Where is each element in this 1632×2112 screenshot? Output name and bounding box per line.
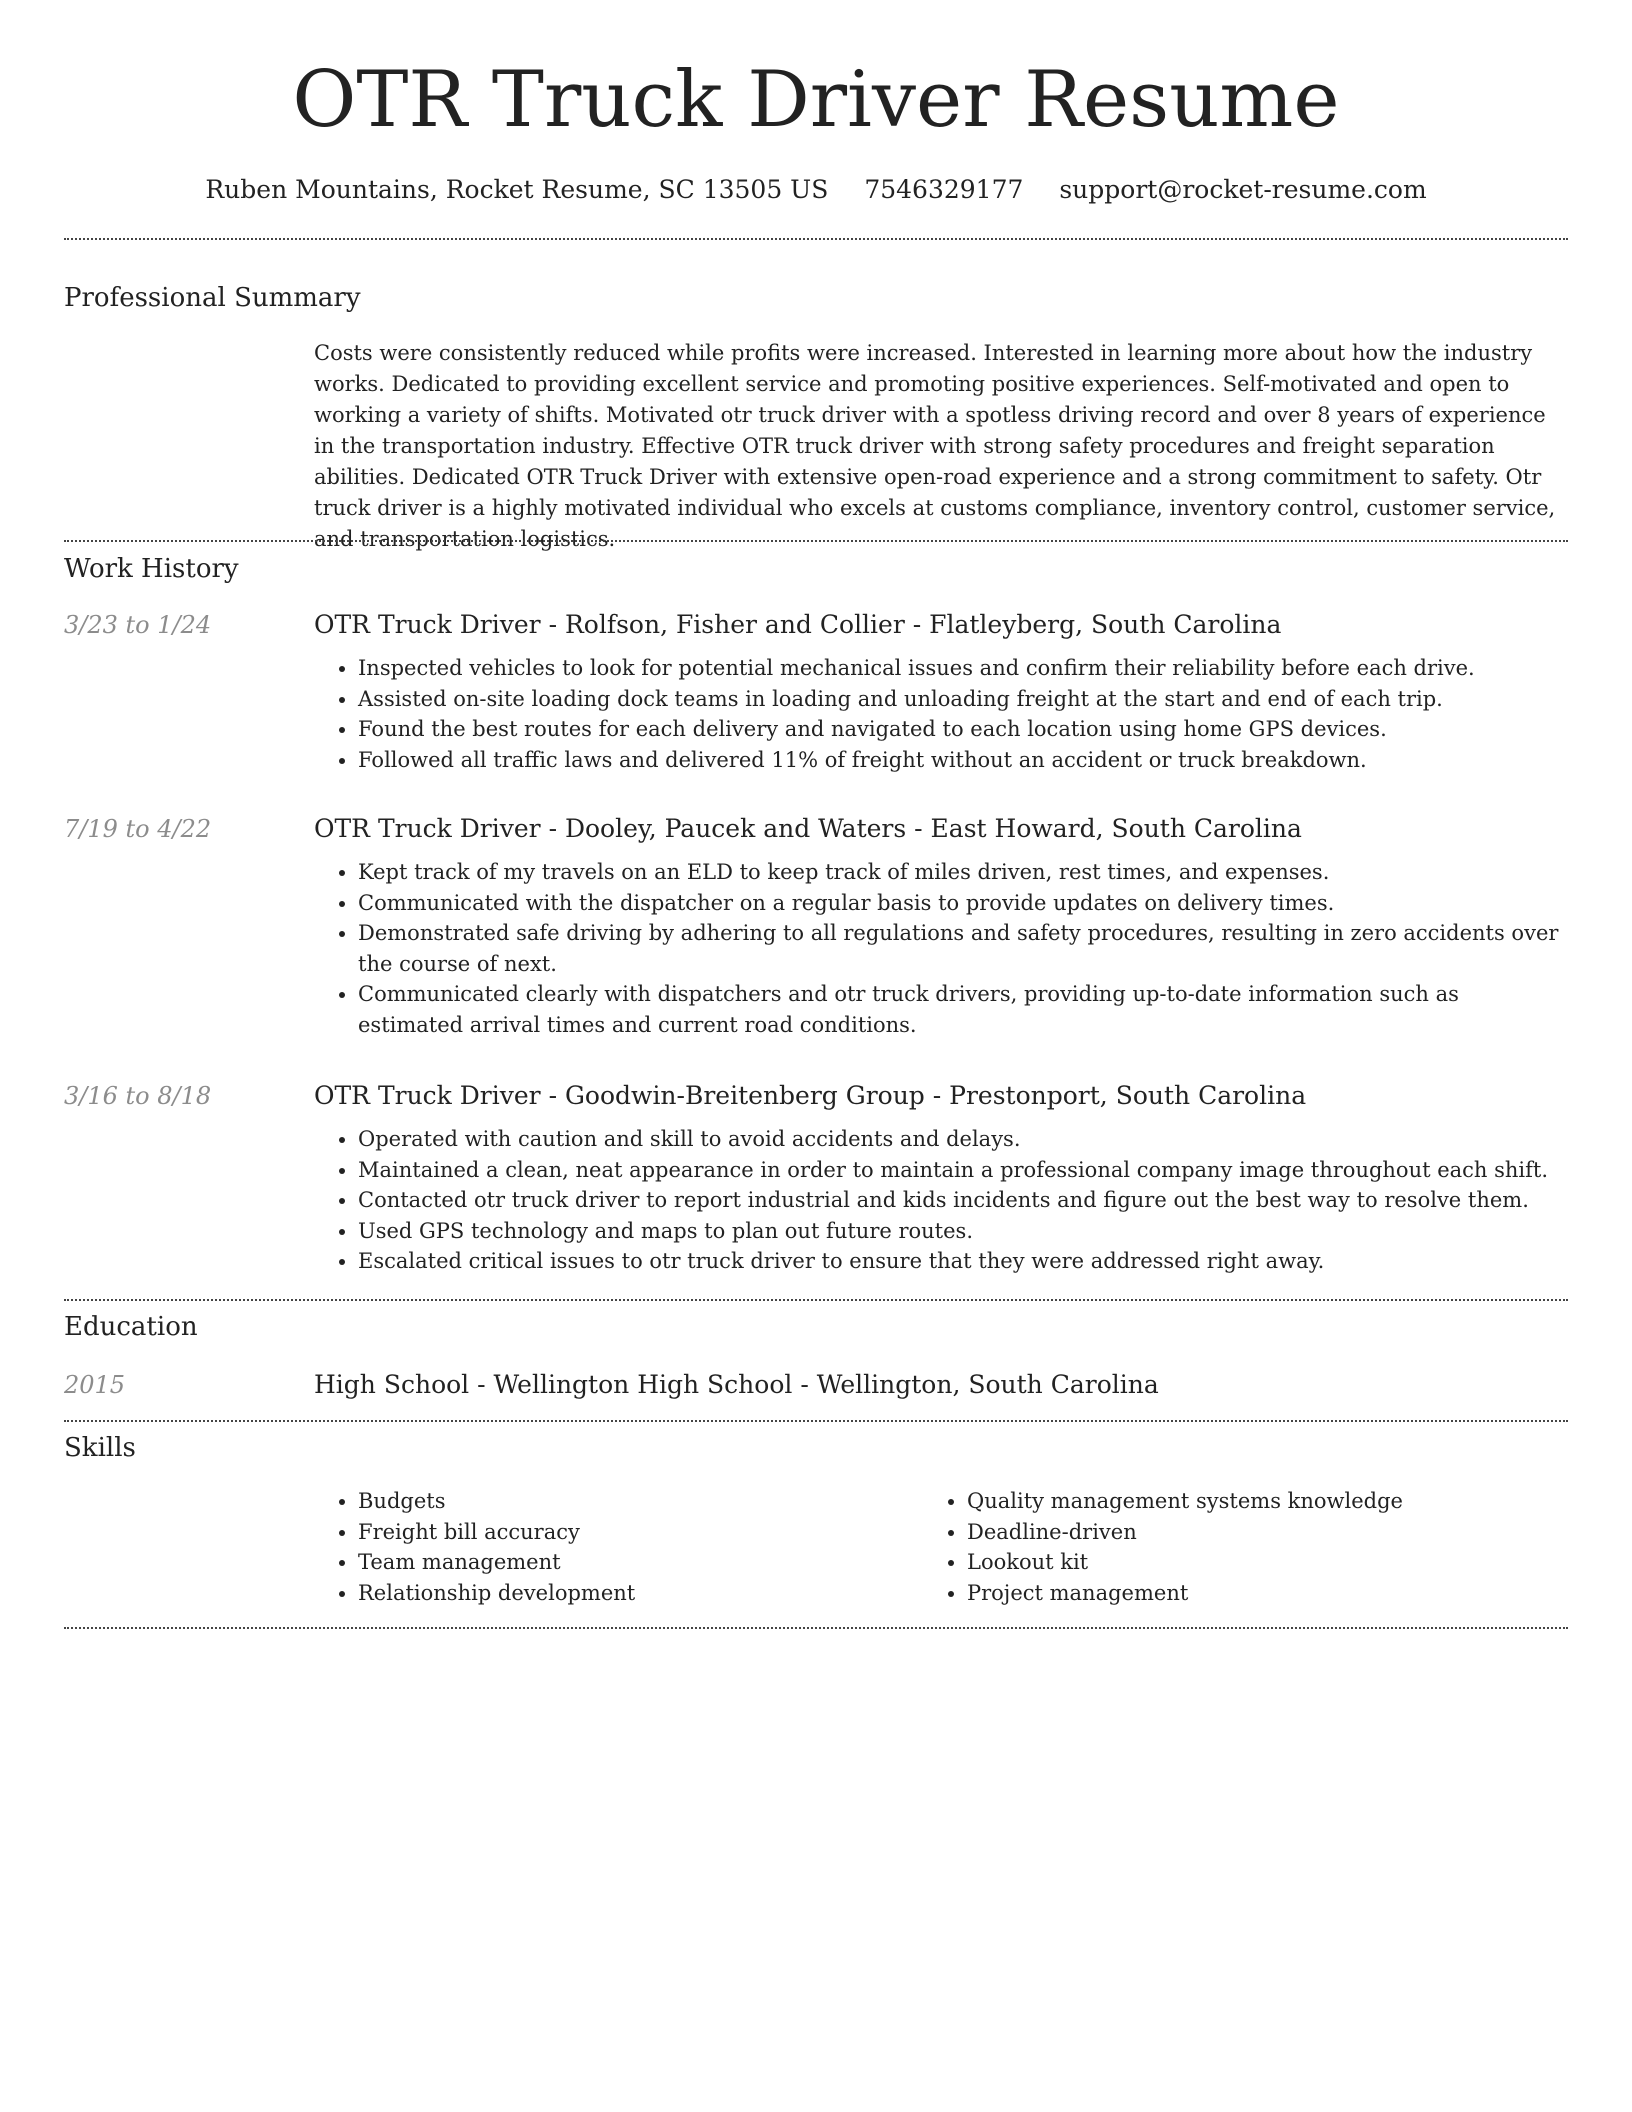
skill-item: • Lookout kit xyxy=(967,1547,1523,1578)
job-bullet: • Followed all traffic laws and delivered 11% of freight without an accident or truck breakdown. xyxy=(358,745,1568,776)
job-title: OTR Truck Driver - Dooley, Paucek and Waters - East Howard, South Carolina xyxy=(314,814,1302,843)
job-title: OTR Truck Driver - Goodwin-Breitenberg Group - Prestonport, South Carolina xyxy=(314,1081,1307,1110)
summary-text: Costs were consistently reduced while profits were increased. Interested in learning more about how the industry works. Dedicated to providing excellent service and promoting positive experiences. Self-motivated and open to working a variety of shifts. Motivated otr truck driver with a spotless driving record and over 8 years of experience in the transportation industry. Effective OTR truck driver with strong safety procedures and freight separation abilities. Dedicated OTR Truck Driver with extensive open-road experience and a strong commitment to safety. Otr truck driver is a highly motivated individual who excels at customs compliance, inventory control, customer service, and transportation logistics. xyxy=(314,341,1556,551)
job-bullet: • Maintained a clean, neat appearance in order to maintain a professional company image throughout each shift. xyxy=(358,1155,1568,1186)
job-bullets xyxy=(314,653,1568,775)
divider xyxy=(64,1627,1568,1629)
job-dates: 7/19 to 4/22 xyxy=(64,815,212,843)
job-bullet: • Operated with caution and skill to avoid accidents and delays. xyxy=(358,1124,1568,1155)
summary-heading: Professional Summary xyxy=(64,283,361,313)
job-bullet: • Found the best routes for each delivery and navigated to each location using home GPS devices. xyxy=(358,714,1568,745)
contact-email: support@rocket-resume.com xyxy=(1059,175,1427,204)
job-dates: 3/23 to 1/24 xyxy=(64,611,212,639)
skill-item: • Budgets xyxy=(358,1486,914,1517)
resume-title: OTR Truck Driver Resume xyxy=(292,55,1340,145)
job-dates: 3/16 to 8/18 xyxy=(64,1082,212,1110)
skills-bullets xyxy=(314,1486,914,1608)
job-bullet: • Communicated with the dispatcher on a regular basis to provide updates on delivery times. xyxy=(358,888,1568,919)
job-bullet: • Inspected vehicles to look for potential mechanical issues and confirm their reliability before each drive. xyxy=(358,653,1568,684)
work-heading: Work History xyxy=(64,554,239,584)
job-entry xyxy=(314,607,1568,775)
job-bullets xyxy=(314,1124,1568,1277)
job-bullet: • Demonstrated safe driving by adhering to all regulations and safety procedures, resulting in zero accidents over the course of next. xyxy=(358,918,1568,979)
job-entry xyxy=(314,1078,1568,1277)
divider xyxy=(64,238,1568,240)
job-title: OTR Truck Driver - Rolfson, Fisher and Collier - Flatleyberg, South Carolina xyxy=(314,610,1282,639)
education-entry xyxy=(314,1367,1568,1403)
job-bullet: • Assisted on-site loading dock teams in loading and unloading freight at the start and end of each trip. xyxy=(358,684,1568,715)
job-bullet: • Communicated clearly with dispatchers and otr truck drivers, providing up-to-date information such as estimated arrival times and current road conditions. xyxy=(358,979,1568,1040)
skill-item: • Relationship development xyxy=(358,1578,914,1609)
job-bullet: • Used GPS technology and maps to plan out future routes. xyxy=(358,1216,1568,1247)
education-year: 2015 xyxy=(64,1371,126,1399)
job-bullet: • Contacted otr truck driver to report industrial and kids incidents and figure out the best way to resolve them. xyxy=(358,1185,1568,1216)
skill-item: • Team management xyxy=(358,1547,914,1578)
education-heading: Education xyxy=(64,1312,198,1342)
skill-item: • Freight bill accuracy xyxy=(358,1517,914,1548)
job-entry xyxy=(314,811,1568,1040)
divider xyxy=(64,1299,1568,1301)
skills-list-right xyxy=(923,1486,1523,1608)
education-title: High School - Wellington High School - Wellington, South Carolina xyxy=(314,1370,1159,1399)
skills-heading: Skills xyxy=(64,1433,136,1463)
skill-item: • Deadline-driven xyxy=(967,1517,1523,1548)
skills-list-left xyxy=(314,1486,914,1608)
contact-address: Ruben Mountains, Rocket Resume, SC 13505 US xyxy=(205,175,829,204)
job-bullet: • Escalated critical issues to otr truck driver to ensure that they were addressed right away. xyxy=(358,1246,1568,1277)
job-bullets xyxy=(314,857,1568,1040)
job-bullet: • Kept track of my travels on an ELD to keep track of miles driven, rest times, and expenses. xyxy=(358,857,1568,888)
skill-item: • Quality management systems knowledge xyxy=(967,1486,1523,1517)
contact-phone: 7546329177 xyxy=(864,175,1024,204)
skill-item: • Project management xyxy=(967,1578,1523,1609)
summary-body xyxy=(314,338,1568,555)
skills-bullets xyxy=(923,1486,1523,1608)
divider xyxy=(64,1420,1568,1422)
contact-line xyxy=(0,170,1632,210)
divider xyxy=(64,540,1568,542)
